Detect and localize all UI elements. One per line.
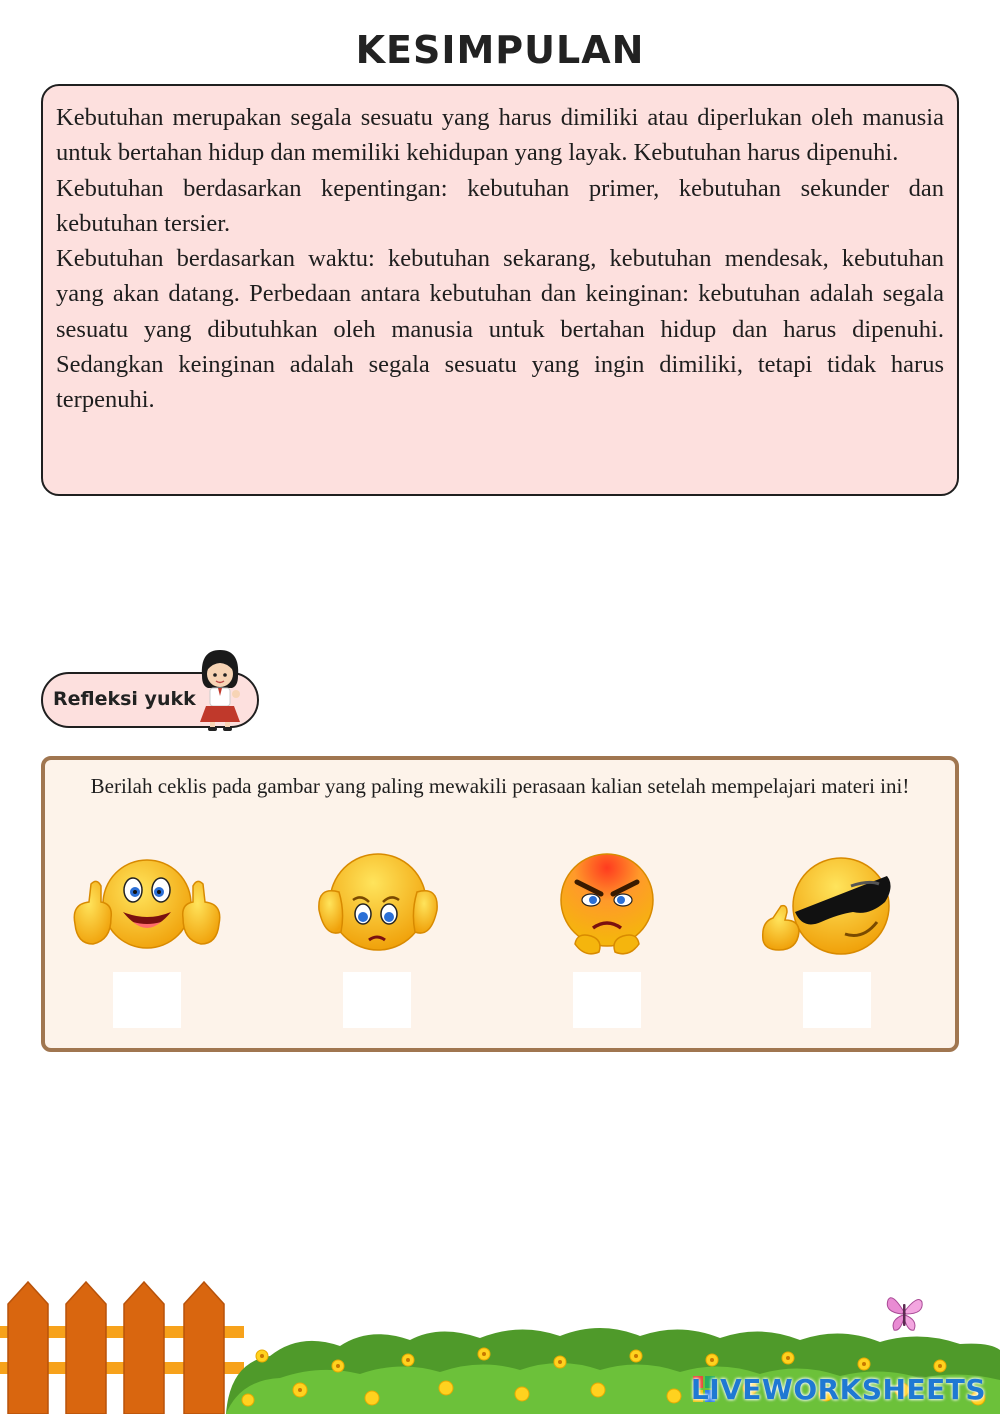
page-title: KESIMPULAN: [355, 28, 645, 72]
checkbox-option-2[interactable]: [343, 972, 411, 1028]
summary-paragraph-2: Kebutuhan berdasarkan kepentingan: kebutuhan primer, kebutuhan sekunder dan kebutuhan tersier.: [56, 174, 944, 237]
summary-paragraph-1: Kebutuhan merupakan segala sesuatu yang harus dimiliki atau diperlukan oleh manusia untuk bertahan hidup dan memiliki kehidupan yang layak. Kebutuhan harus dipenuhi.: [56, 104, 944, 167]
checkbox-option-4[interactable]: [803, 972, 871, 1028]
checkbox-option-3[interactable]: [573, 972, 641, 1028]
summary-box: [41, 84, 959, 496]
liveworksheets-brand: LIVEWORKSHEETS: [690, 1373, 986, 1406]
summary-paragraph-3: Kebutuhan berdasarkan waktu: kebutuhan sekarang, kebutuhan mendesak, kebutuhan yang akan datang. Perbedaan antara kebutuhan dan keinginan: kebutuhan adalah segala sesuatu yang dibutuhkan oleh manusia untuk bertahan hidup dan harus dipenuhi. Sedangkan keinginan adalah segala sesuatu yang ingin dimiliki, tetapi tidak harus terpenuhi.: [56, 245, 944, 414]
angry-emoji: [555, 852, 659, 960]
sad-worried-emoji: [315, 852, 441, 956]
cool-sunglasses-emoji: [759, 856, 899, 956]
thumbs-up-happy-emoji: [67, 854, 227, 954]
student-girl-icon: [192, 646, 248, 732]
reflection-label: Refleksi yukk: [53, 688, 196, 710]
checkbox-option-1[interactable]: [113, 972, 181, 1028]
reflection-box: [41, 756, 959, 1052]
butterfly-icon: [884, 1290, 924, 1334]
reflection-instruction: Berilah ceklis pada gambar yang paling mewakili perasaan kalian setelah mempelajari materi ini!: [90, 774, 910, 798]
